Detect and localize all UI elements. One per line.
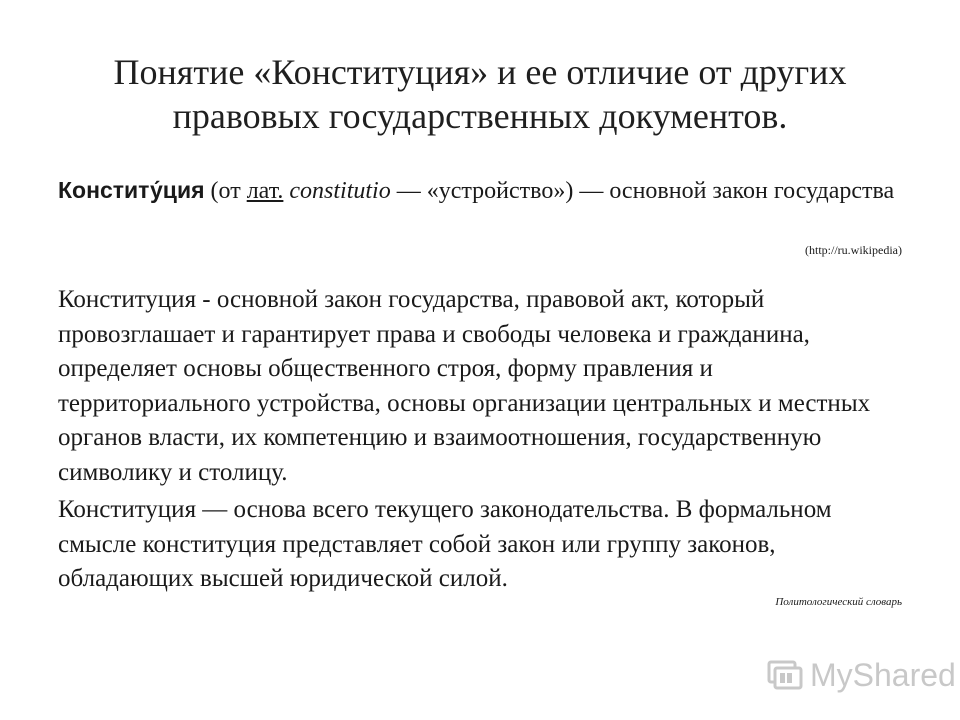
myshared-logo-text: MyShared bbox=[810, 656, 956, 693]
definition-lat-link[interactable]: лат. bbox=[246, 178, 284, 204]
myshared-logo-icon bbox=[766, 656, 804, 694]
source-dictionary: Политологический словарь bbox=[775, 596, 902, 608]
slide-title-line-1: Понятие «Конституция» и ее отличие от других bbox=[113, 52, 847, 92]
myshared-logo[interactable] bbox=[766, 655, 956, 695]
paragraph-1: Конституция - основной закон государства, правовой акт, который провозглашает и гарантирует права и свободы человека и гражданина, определяет основы общественного строя, форму правления и территориального устройства, основы организации центральных и местных органов власти, их компетенцию и взаимоотношения, государственную символику и столицу. bbox=[58, 286, 871, 486]
definition-open: (от bbox=[204, 178, 247, 204]
source-wikipedia: (http://ru.wikipedia) bbox=[805, 243, 902, 257]
slide-title bbox=[60, 50, 900, 138]
paragraph-2: Конституция — основа всего текущего законодательства. В формальном смысле конституция представляет собой закон или группу законов, обладающих высшей юридической силой. bbox=[58, 496, 832, 592]
slide-title-line-2: правовых государственных документов. bbox=[172, 96, 788, 136]
definition-rest: — «устройство») — основной закон государства bbox=[390, 178, 895, 204]
definition-term: Конститу́ция bbox=[58, 177, 205, 203]
definition-text bbox=[58, 173, 918, 208]
definition-latin-word: constitutio bbox=[283, 178, 391, 204]
